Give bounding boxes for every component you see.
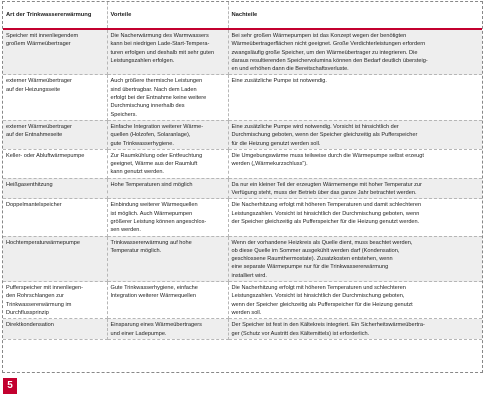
comparison-table [3, 2, 482, 340]
table-row [3, 29, 482, 75]
cell-vorteile: Hohe Temperaturen sind möglich [107, 178, 228, 199]
cell-vorteile: Zur Raumkühlung oder Entfeuchtung geeignet, Wärme aus der Raumluft kann genutzt werden. [107, 149, 228, 178]
cell-art: Doppelmantelspeicher [3, 199, 107, 236]
table-row [3, 120, 482, 149]
cell-vorteile: Gute Trinkwasserhygiene, einfache Integration weiterer Wärmequellen [107, 282, 228, 319]
cell-nachteile: Eine zusätzliche Pumpe wird notwendig. Vorsicht ist hinsichtlich der Durchmischung geboten, wenn der Speicher gleichzeitig als Pufferspeicher für die Heizung genutzt werden soll. [228, 120, 482, 149]
cell-art: Hochtemperaturwärmepumpe [3, 236, 107, 281]
cell-vorteile: Trinkwassererwärmung auf hohe Temperatur möglich. [107, 236, 228, 281]
table-row [3, 319, 482, 340]
cell-art: Pufferspeicher mit innenliegen- den Rohrschlangen zur Trinkwassererwärmung im Durchflussprinzip [3, 282, 107, 319]
cell-nachteile: Die Umgebungswärme muss teilweise durch die Wärmepumpe selbst erzeugt werden („Wärmekurzschluss“). [228, 149, 482, 178]
cell-art: Heißgasenthitzung [3, 178, 107, 199]
header-nachteile: Nachteile [228, 2, 482, 29]
table-row [3, 75, 482, 120]
table-row [3, 236, 482, 281]
table-header-row [3, 2, 482, 29]
cell-nachteile: Die Nacherhitzung erfolgt mit höheren Temperaturen und damit schlechteren Leistungszahlen. Vorsicht ist hinsichtlich der Durchmischung geboten, wenn der Speicher gleichzeitig als Pufferspeicher für die Heizung genutzt werden. [228, 199, 482, 236]
header-vorteile: Vorteile [107, 2, 228, 29]
table-row [3, 282, 482, 319]
cell-nachteile: Die Nacherhitzung erfolgt mit höheren Temperaturen und schlechteren Leistungszahlen. Vorsicht ist hinsichtlich der Durchmischung geboten, wenn der Speicher gleichzeitig als Pufferspeicher für die Heizung genutzt werden soll. [228, 282, 482, 319]
cell-art: Direktkondensation [3, 319, 107, 340]
comparison-table-frame [2, 1, 483, 373]
cell-nachteile: Da nur ein kleiner Teil der erzeugten Wärmemenge mit hoher Temperatur zur Verfügung steht, muss der Betrieb über das ganze Jahr betrachtet werden. [228, 178, 482, 199]
table-row [3, 149, 482, 178]
cell-art: Speicher mit innenliegendem großem Wärmeübertrager [3, 29, 107, 75]
cell-vorteile: Einbindung weiterer Wärmequellen ist möglich. Auch Wärmepumpen größerer Leistung können angeschlos- sen werden. [107, 199, 228, 236]
cell-nachteile: Bei sehr großen Wärmepumpen ist das Konzept wegen der benötigten Wärmeübertragerflächen nicht geeignet. Große Verdichterleistungen erfordern zwangsläufig große Speicher, um den Wärmeübertrager zu integrieren. Die daraus resultierenden Speichervolumina können den Bedarf deutlich übersteig- en und erhöhen dann die Bereitschaftsverluste. [228, 29, 482, 75]
cell-art: externer Wärmeübertrager auf der Heizungsseite [3, 75, 107, 120]
cell-nachteile: Eine zusätzliche Pumpe ist notwendig. [228, 75, 482, 120]
cell-vorteile: Einsparung eines Wärmeübertragers und einer Ladepumpe. [107, 319, 228, 340]
cell-art: externer Wärmeübertrager auf der Entnahmeseite [3, 120, 107, 149]
cell-vorteile: Die Nacherwärmung des Warmwassers kann bei niedrigen Lade-Start-Tempera- turen erfolgen und deshalb mit sehr guten Leistungszahlen erfolgen. [107, 29, 228, 75]
header-art: Art der Trinkwassererwärmung [3, 2, 107, 29]
cell-art: Keller- oder Abluftwärmepumpe [3, 149, 107, 178]
page-number-badge: 5 [3, 378, 17, 394]
cell-nachteile: Wenn der vorhandene Heizkreis als Quelle dient, muss beachtet werden, ob diese Quelle im Sommer ausgekühlt werden darf (Kondensation, geschlossene Raumthermostate). Zusatzkosten entstehen, wenn eine separate Wärmepumpe nur für die Trinkwassererwärmung installiert wird. [228, 236, 482, 281]
table-row [3, 178, 482, 199]
cell-nachteile: Der Speicher ist fest in den Kältekreis integriert. Ein Sicherheitswärmeübertra- ger (Schutz vor Austritt des Kältemittels) ist erforderlich. [228, 319, 482, 340]
cell-vorteile: Auch größere thermische Leistungen sind übertragbar. Nach dem Laden erfolgt bei der Entnahme keine weitere Durchmischung innerhalb des Speichers. [107, 75, 228, 120]
table-row [3, 199, 482, 236]
cell-vorteile: Einfache Integration weiterer Wärme- quellen (Holzofen, Solaranlage), gute Trinkwasserhygiene. [107, 120, 228, 149]
